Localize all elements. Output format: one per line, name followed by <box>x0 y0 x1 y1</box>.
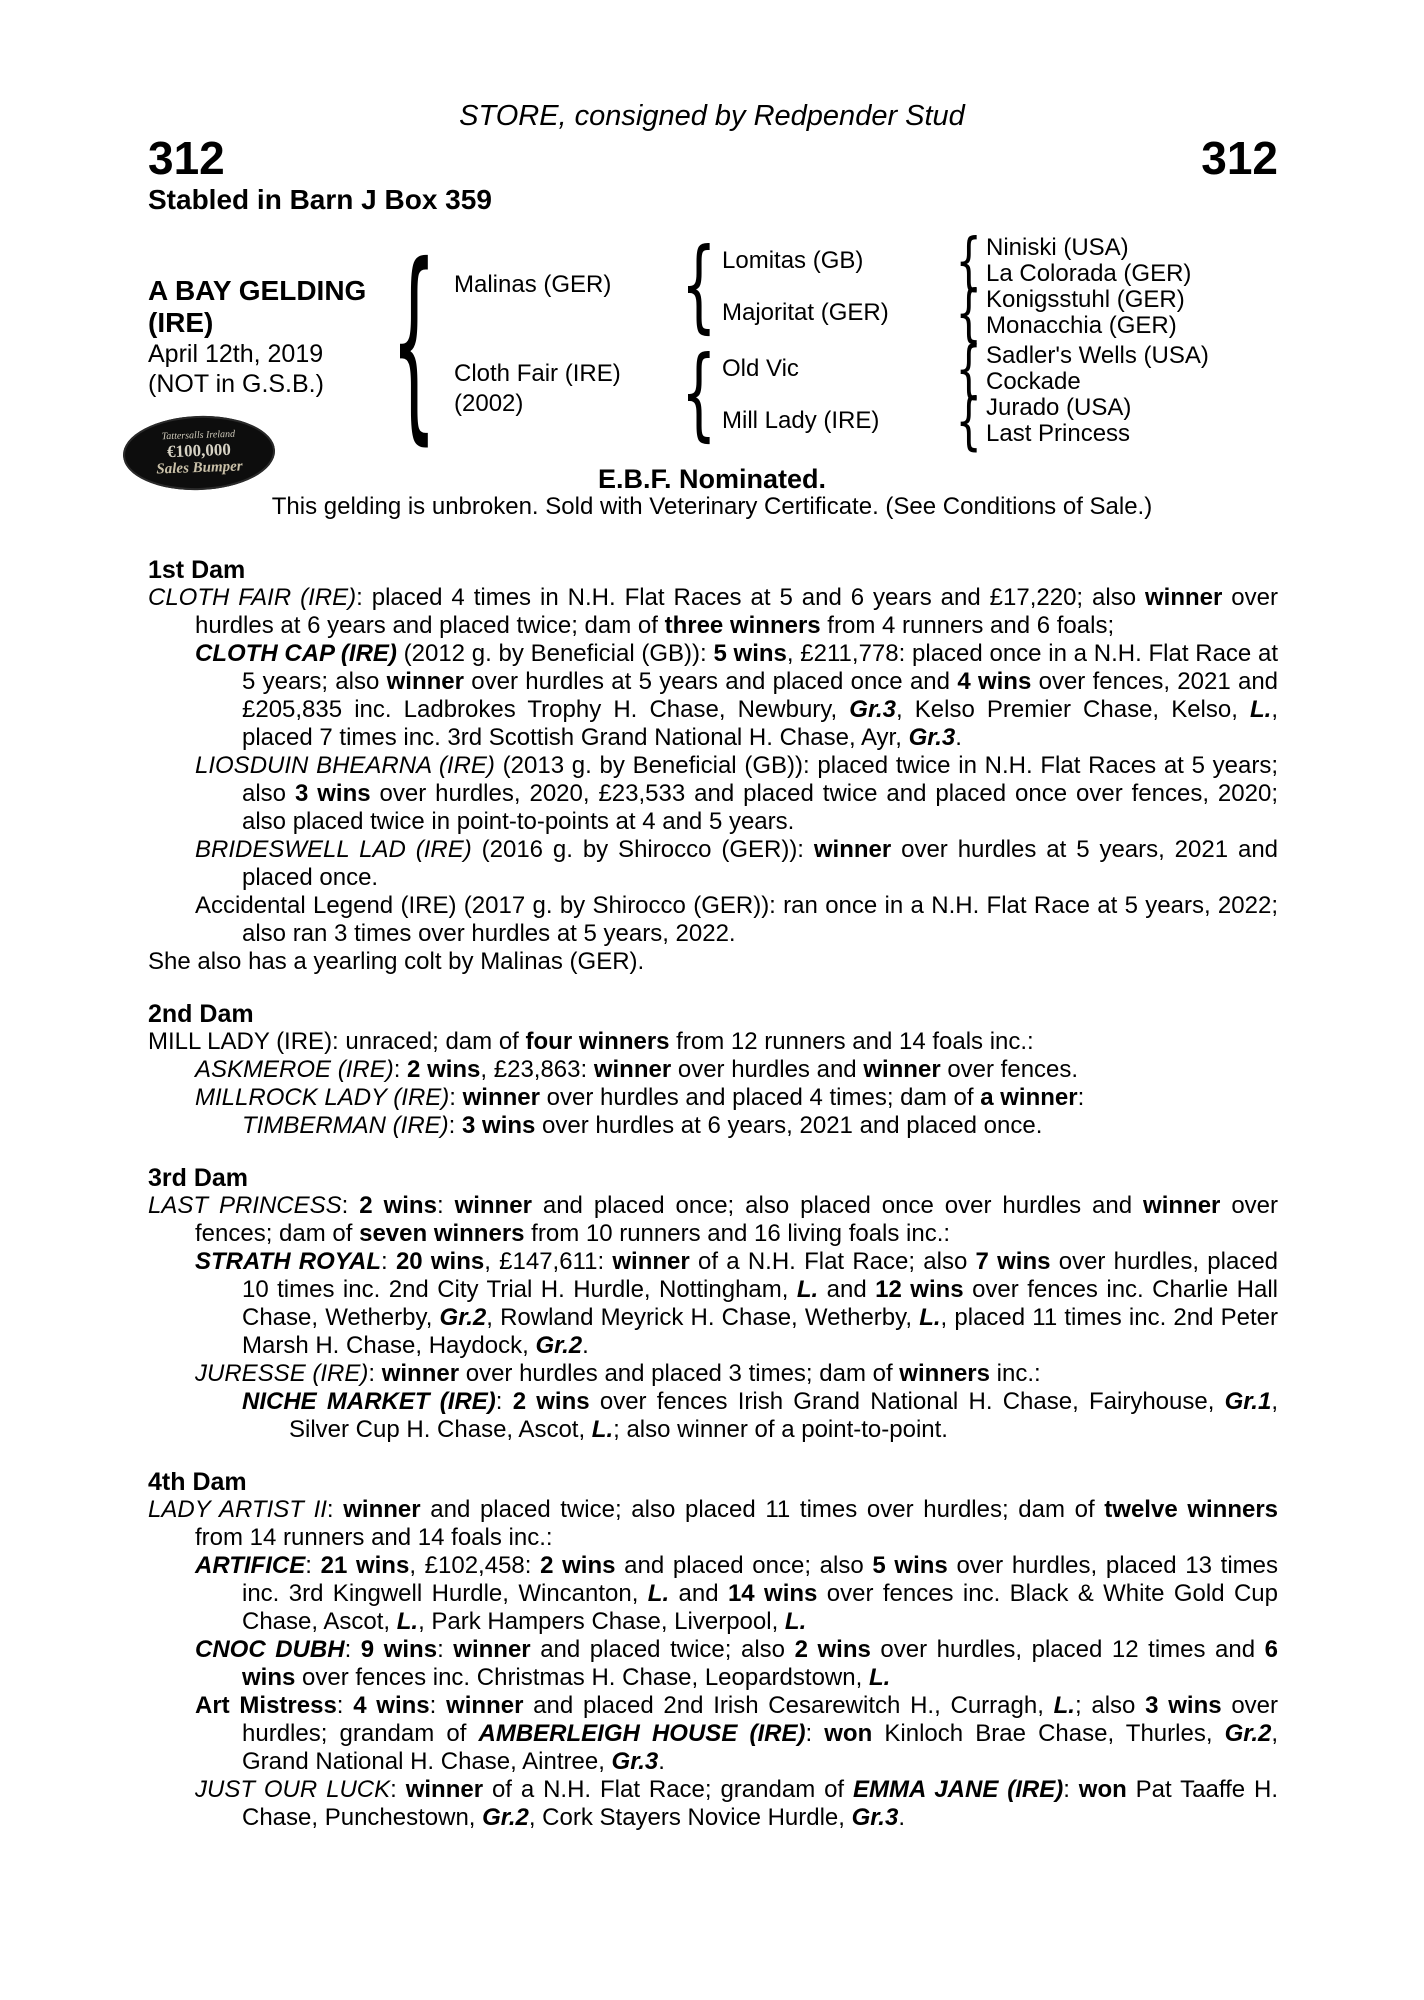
dam-section-heading: 3rd Dam <box>148 1164 249 1192</box>
catalogue-paragraph <box>148 1360 1278 1388</box>
text-run: L. <box>868 1664 891 1691</box>
text-run: , Cork Stayers Novice Hurdle, <box>528 1804 852 1831</box>
text-run: and placed twice; also placed 11 times over hurdles; dam of <box>420 1496 1105 1523</box>
text-run: over hurdles at 6 years, 2021 and placed once. <box>535 1112 1043 1139</box>
badge-bumper-text: Sales Bumper <box>156 457 243 477</box>
lot-number-left: 312 <box>148 132 225 184</box>
text-run: four winners <box>525 1028 670 1055</box>
text-run: 2 wins <box>794 1636 871 1663</box>
catalogue-paragraph <box>148 640 1278 752</box>
text-run: L. <box>396 1608 419 1635</box>
catalogue-paragraph <box>148 1112 1278 1140</box>
text-run: winner <box>454 1192 532 1219</box>
text-run: winner <box>446 1692 524 1719</box>
text-run: and placed once; also <box>615 1552 873 1579</box>
text-run: L. <box>784 1608 807 1635</box>
text-run: : <box>805 1720 825 1747</box>
text-run: BRIDESWELL LAD (IRE) <box>195 836 472 863</box>
pedigree-g3-8: Last Princess <box>986 420 1131 447</box>
text-run: 6 wins <box>242 1636 1279 1691</box>
text-run: , Grand National H. Chase, Aintree, <box>242 1720 1279 1775</box>
text-run: 3 wins <box>462 1112 536 1139</box>
text-run: , Rowland Meyrick H. Chase, Wetherby, <box>486 1304 920 1331</box>
text-run: 14 wins <box>727 1580 818 1607</box>
text-run: , £102,458: <box>409 1552 541 1579</box>
text-run: winners <box>899 1360 990 1387</box>
pedigree-g2-2: Majoritat (GER) <box>722 299 889 326</box>
text-run: : <box>336 1692 354 1719</box>
dam-section-heading: 1st Dam <box>148 556 246 584</box>
text-run: NICHE MARKET (IRE) <box>242 1388 496 1415</box>
text-run: winner <box>1143 1192 1221 1219</box>
pedigree-g3-4: Monacchia (GER) <box>986 312 1177 339</box>
horse-info <box>148 275 366 399</box>
text-run: 7 wins <box>975 1248 1051 1275</box>
text-run: and placed once; also placed once over hurdles and <box>531 1192 1144 1219</box>
text-run: MILLROCK LADY (IRE) <box>195 1084 450 1111</box>
lot-number-right: 312 <box>1201 132 1278 184</box>
text-run: over fences Irish Grand National H. Chase, Fairyhouse, <box>589 1388 1225 1415</box>
text-run: 2 wins <box>407 1056 481 1083</box>
badge-brand-text: Tattersalls Ireland <box>161 428 236 442</box>
horse-name: A BAY GELDING <box>148 275 367 306</box>
text-run: ; also <box>1074 1692 1146 1719</box>
text-run: EMMA JANE (IRE) <box>852 1776 1064 1803</box>
text-run: 2 wins <box>512 1388 590 1415</box>
catalogue-paragraph <box>148 1028 1278 1056</box>
text-run: winner <box>405 1776 484 1803</box>
pedigree-g3-7: Jurado (USA) <box>986 394 1132 421</box>
horse-foaling-date: April 12th, 2019 <box>148 340 324 368</box>
lot-number-row <box>148 134 1278 182</box>
text-run: winner <box>453 1636 531 1663</box>
text-run: 3 wins <box>294 780 371 807</box>
text-run: winner <box>381 1360 460 1387</box>
text-run: 21 wins <box>320 1552 410 1579</box>
ebf-nominated-line: E.B.F. Nominated. <box>597 464 827 494</box>
text-run: : <box>429 1692 447 1719</box>
pedigree-brace-g3-2: { <box>955 276 982 350</box>
catalogue-paragraph <box>148 892 1278 948</box>
text-run: and <box>818 1276 876 1303</box>
pedigree-text-sections <box>148 556 1278 1832</box>
text-run: L. <box>591 1416 614 1443</box>
text-run: winner <box>863 1056 941 1083</box>
pedigree-g2-1: Lomitas (GB) <box>722 247 864 274</box>
pedigree-g3-6: Cockade <box>986 368 1081 395</box>
text-run: a winner <box>980 1084 1078 1111</box>
text-run: over hurdles, placed 10 times inc. 2nd City Trial H. Hurdle, Nottingham, <box>242 1248 1279 1303</box>
catalogue-paragraph <box>148 1496 1278 1552</box>
text-run: over hurdles at 6 years and placed twice; dam of <box>195 584 1278 639</box>
text-run: , Silver Cup H. Chase, Ascot, <box>289 1388 1278 1443</box>
pedigree-dam: Cloth Fair (IRE) <box>454 360 621 387</box>
text-run: 12 wins <box>875 1276 964 1303</box>
text-run: : <box>341 1192 360 1219</box>
text-run: 2 wins <box>540 1552 616 1579</box>
text-run: (2013 g. by Beneficial (GB)): placed twice in N.H. Flat Races at 5 years; also <box>242 752 1278 807</box>
text-run: from 4 runners and 6 foals; <box>820 612 1115 639</box>
text-run: seven winners <box>359 1220 525 1247</box>
text-run: winner <box>1145 584 1223 611</box>
text-run: 4 wins <box>353 1692 430 1719</box>
pedigree-brace-dam: { <box>681 335 717 453</box>
text-run: from 14 runners and 14 foals inc.: <box>195 1524 553 1551</box>
catalogue-paragraph <box>148 948 1278 976</box>
text-run: over fences. <box>940 1056 1079 1083</box>
text-run: winner <box>462 1084 540 1111</box>
text-run: winner <box>593 1056 672 1083</box>
text-run: . <box>582 1332 589 1359</box>
text-run: L. <box>919 1304 941 1331</box>
text-run: 5 wins <box>713 640 787 667</box>
text-run: Gr.2 <box>1224 1720 1272 1747</box>
dam-section <box>148 556 1278 976</box>
text-run: 5 wins <box>872 1552 948 1579</box>
catalogue-paragraph <box>148 1388 1278 1444</box>
pedigree-brace-root: { <box>391 219 437 463</box>
text-run: over fences inc. Charlie Hall Chase, Wetherby, <box>242 1276 1278 1331</box>
catalogue-paragraph <box>148 1552 1278 1636</box>
text-run: Gr.2 <box>535 1332 583 1359</box>
text-run: Gr.1 <box>1224 1388 1272 1415</box>
text-run: : <box>495 1388 513 1415</box>
text-run: Gr.2 <box>482 1804 529 1831</box>
text-run: and placed twice; also <box>530 1636 795 1663</box>
text-run: and placed 2nd Irish Cesarewitch H., Curragh, <box>523 1692 1054 1719</box>
text-run: won <box>1078 1776 1127 1803</box>
text-run: CLOTH FAIR (IRE) <box>148 584 357 611</box>
text-run: over hurdles and placed 3 times; dam of <box>459 1360 900 1387</box>
text-run: ASKMEROE (IRE) <box>195 1056 394 1083</box>
badge-amount-text: €100,000 <box>166 439 232 461</box>
text-run: . <box>955 724 962 751</box>
text-run: : <box>436 1192 455 1219</box>
text-run: Kinloch Brae Chase, Thurles, <box>872 1720 1225 1747</box>
catalogue-paragraph <box>148 1692 1278 1776</box>
text-run: twelve winners <box>1104 1496 1279 1523</box>
dam-section-heading: 2nd Dam <box>148 1000 254 1028</box>
text-run: and <box>669 1580 728 1607</box>
stabled-location: Stabled in Barn J Box 359 <box>148 184 492 215</box>
text-run: winner <box>813 836 892 863</box>
text-run: over hurdles and placed 4 times; dam of <box>539 1084 981 1111</box>
text-run: Gr.3 <box>851 1804 899 1831</box>
pedigree-dam-year: (2002) <box>454 390 524 417</box>
text-run: : <box>390 1776 406 1803</box>
text-run: Accidental Legend (IRE) (2017 g. by Shirocco (GER)): ran once in a N.H. Flat Race at 5 years, 2022; also ran 3 times over hurdles at 5 years, 2022. <box>195 892 1278 947</box>
pedigree-g3-1: Niniski (USA) <box>986 234 1129 261</box>
text-run: : <box>344 1636 361 1663</box>
catalogue-paragraph <box>148 752 1278 836</box>
text-run: , £23,863: <box>480 1056 594 1083</box>
text-run: Gr.3 <box>849 696 896 723</box>
text-run: . <box>898 1804 905 1831</box>
text-run: Gr.3 <box>908 724 956 751</box>
pedigree-brace-g3-3: { <box>955 332 982 406</box>
pedigree-g3-3: Konigsstuhl (GER) <box>986 286 1185 313</box>
text-run: 20 wins <box>395 1248 485 1275</box>
dam-section <box>148 1164 1278 1444</box>
text-run: over hurdles, placed 12 times and <box>870 1636 1265 1663</box>
catalogue-paragraph <box>148 1776 1278 1832</box>
dam-section-heading: 4th Dam <box>148 1468 247 1496</box>
text-run: L. <box>1250 696 1272 723</box>
text-run: : placed 4 times in N.H. Flat Races at 5 and 6 years and £17,220; also <box>356 584 1146 611</box>
horse-gsb-note: (NOT in G.S.B.) <box>148 370 324 398</box>
text-run: : <box>449 1084 463 1111</box>
pedigree-g2-3: Old Vic <box>722 355 799 382</box>
text-run: over hurdles; grandam of <box>242 1692 1279 1747</box>
text-run: of a N.H. Flat Race; grandam of <box>483 1776 853 1803</box>
text-run: (2016 g. by Shirocco (GER)): <box>471 836 814 863</box>
text-run: over hurdles, 2020, £23,533 and placed twice and placed once over fences, 2020; also placed twice in point-to-points at 4 and 5 years. <box>242 780 1278 835</box>
text-run: CNOC DUBH <box>195 1636 345 1663</box>
text-run: : <box>1077 1084 1085 1111</box>
text-run: : <box>368 1360 382 1387</box>
consignor-line: STORE, consigned by Redpender Stud <box>459 100 965 132</box>
text-run: winner <box>386 668 464 695</box>
horse-suffix: (IRE) <box>148 307 214 338</box>
text-run: (2012 g. by Beneficial (GB)): <box>396 640 714 667</box>
text-run: LADY ARTIST II <box>148 1496 327 1523</box>
catalogue-paragraph <box>148 1056 1278 1084</box>
text-run: : <box>326 1496 344 1523</box>
text-run: : <box>305 1552 321 1579</box>
catalogue-paragraph <box>148 584 1278 640</box>
text-run: from 12 runners and 14 foals inc.: <box>669 1028 1034 1055</box>
text-run: . <box>658 1748 665 1775</box>
text-run: Gr.2 <box>439 1304 487 1331</box>
text-run: over hurdles, placed 13 times inc. 3rd Kingwell Hurdle, Wincanton, <box>242 1552 1278 1607</box>
pedigree-brace-sire: { <box>681 227 717 345</box>
text-run: three winners <box>664 612 821 639</box>
text-run: AMBERLEIGH HOUSE (IRE) <box>478 1720 806 1747</box>
text-run: LAST PRINCESS <box>148 1192 342 1219</box>
pedigree-brace-g3-1: { <box>955 224 982 298</box>
text-run: winner <box>343 1496 421 1523</box>
text-run: TIMBERMAN (IRE) <box>242 1112 449 1139</box>
text-run: : <box>381 1248 396 1275</box>
text-run: ; also winner of a point-to-point. <box>613 1416 948 1443</box>
text-run: of a N.H. Flat Race; also <box>689 1248 976 1275</box>
pedigree-g3-2: La Colorada (GER) <box>986 260 1192 287</box>
text-run: LIOSDUIN BHEARNA (IRE) <box>195 752 495 779</box>
text-run: , Kelso Premier Chase, Kelso, <box>896 696 1251 723</box>
text-run: Art Mistress <box>195 1692 337 1719</box>
text-run: over hurdles and <box>671 1056 864 1083</box>
text-run: , £211,778: placed once in a N.H. Flat Race at 5 years; also <box>242 640 1279 695</box>
text-run: : <box>448 1112 463 1139</box>
text-run: L. <box>1053 1692 1075 1719</box>
text-run: over fences inc. Christmas H. Chase, Leopardstown, <box>295 1664 869 1691</box>
text-run: , placed 11 times inc. 2nd Peter Marsh H. Chase, Haydock, <box>242 1304 1278 1359</box>
text-run: : <box>1063 1776 1079 1803</box>
text-run: JUST OUR LUCK <box>195 1776 391 1803</box>
text-run: 3 wins <box>1145 1692 1222 1719</box>
text-run: winner <box>612 1248 690 1275</box>
pedigree-tree <box>148 219 1278 463</box>
catalogue-paragraph <box>148 1248 1278 1360</box>
text-run: 9 wins <box>360 1636 438 1663</box>
dam-section <box>148 1468 1278 1832</box>
text-run: STRATH ROYAL <box>195 1248 382 1275</box>
text-run: : <box>393 1056 408 1083</box>
text-run: 4 wins <box>957 668 1032 695</box>
text-run: : <box>437 1636 454 1663</box>
text-run: over fences inc. Black & White Gold Cup Chase, Ascot, <box>242 1580 1278 1635</box>
catalogue-paragraph <box>148 836 1278 892</box>
text-run: L. <box>647 1580 670 1607</box>
pedigree-sire: Malinas (GER) <box>454 271 612 298</box>
text-run: JURESSE (IRE) <box>195 1360 369 1387</box>
catalogue-paragraph <box>148 1192 1278 1248</box>
dam-section <box>148 1000 1278 1140</box>
pedigree-g3-5: Sadler's Wells (USA) <box>986 342 1209 369</box>
text-run: won <box>824 1720 873 1747</box>
text-run: CLOTH CAP (IRE) <box>195 640 397 667</box>
text-run: Gr.3 <box>611 1748 659 1775</box>
conditions-line: This gelding is unbroken. Sold with Veterinary Certificate. (See Conditions of Sale.) <box>271 493 1153 520</box>
text-run: over hurdles at 5 years and placed once and <box>463 668 958 695</box>
text-run: , £147,611: <box>484 1248 613 1275</box>
text-run: 2 wins <box>359 1192 437 1219</box>
catalogue-paragraph <box>148 1636 1278 1692</box>
text-run: , placed 7 times inc. 3rd Scottish Grand National H. Chase, Ayr, <box>242 696 1279 751</box>
text-run: Pat Taaffe H. Chase, Punchestown, <box>242 1776 1278 1831</box>
text-run: over fences; dam of <box>195 1192 1279 1247</box>
text-run: inc.: <box>990 1360 1041 1387</box>
catalogue-paragraph <box>148 1084 1278 1112</box>
text-run: over hurdles at 5 years, 2021 and placed once. <box>242 836 1279 891</box>
text-run: , Park Hampers Chase, Liverpool, <box>418 1608 785 1635</box>
text-run: over fences, 2021 and £205,835 inc. Ladbrokes Trophy H. Chase, Newbury, <box>242 668 1279 723</box>
text-run: from 10 runners and 16 living foals inc.: <box>524 1220 951 1247</box>
pedigree-g2-4: Mill Lady (IRE) <box>722 407 880 434</box>
text-run: ARTIFICE <box>195 1552 306 1579</box>
text-run: MILL LADY (IRE): unraced; dam of <box>148 1028 526 1055</box>
text-run: L. <box>796 1276 819 1303</box>
pedigree-brace-g3-4: { <box>955 384 982 458</box>
text-run: She also has a yearling colt by Malinas (GER). <box>148 948 645 975</box>
